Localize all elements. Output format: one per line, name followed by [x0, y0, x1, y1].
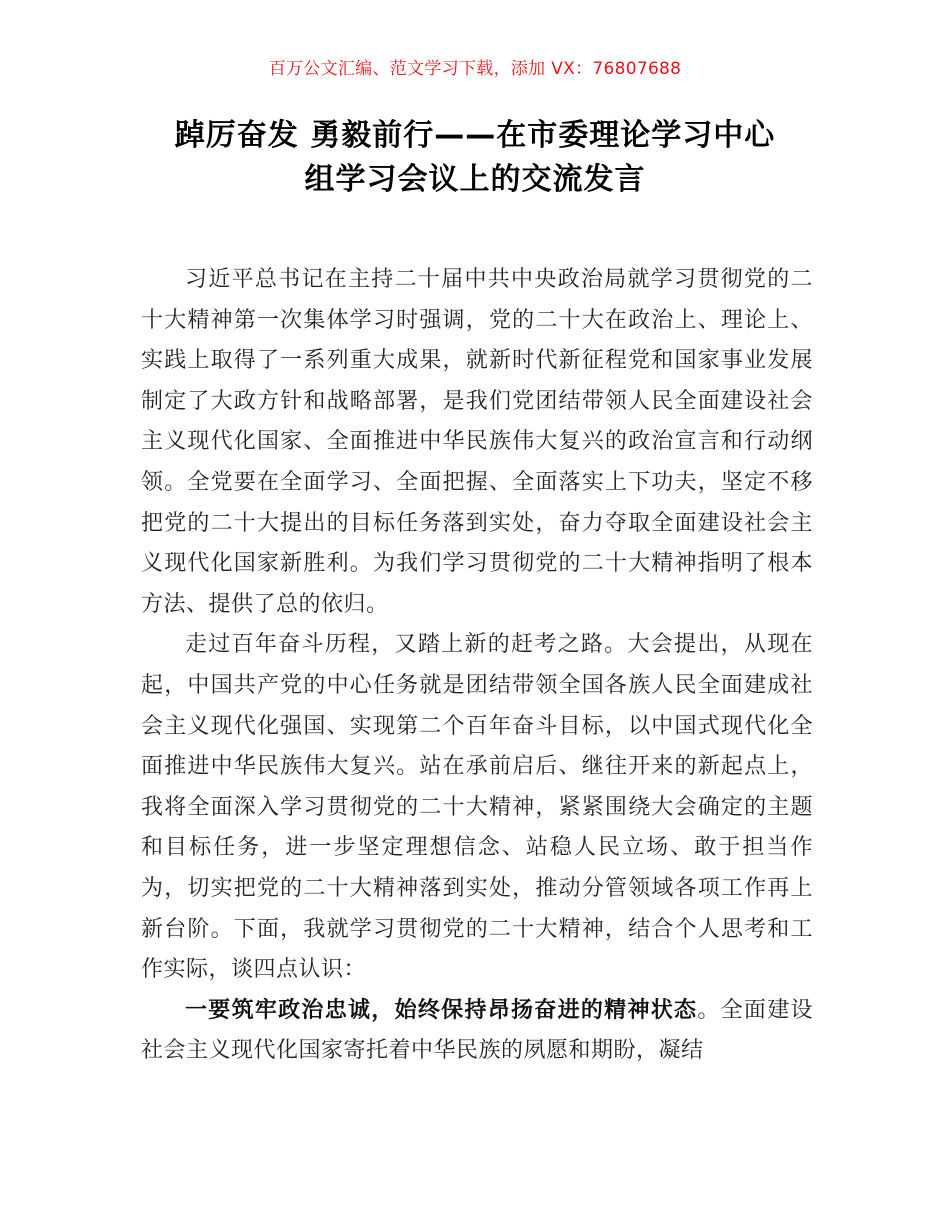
title-line-1: 踔厉奋发 勇毅前行——在市委理论学习中心 [174, 118, 776, 153]
paragraph-3 [141, 991, 813, 1072]
paragraph-3-text: 。全面建设社会主义现代化国家寄托着中华民族的夙愿和期盼，凝结 [141, 997, 813, 1064]
paragraph-3-lead: 一要筑牢政治忠诚，始终保持昂扬奋进的精神状态 [185, 997, 698, 1023]
document-body [141, 260, 813, 1072]
watermark-header: 百万公文汇编、范文学习下载，添加 VX：76807688 [268, 59, 682, 79]
paragraph-2: 走过百年奋斗历程，又踏上新的赶考之路。大会提出，从现在起，中国共产党的中心任务就是团结带领全国各族人民全面建成社会主义现代化强国、实现第二个百年奋斗目标，以中国式现代化全面推进中华民族伟大复兴。站在承前启后、继往开来的新起点上，我将全面深入学习贯彻党的二十大精神，紧紧围绕大会确定的主题和目标任务，进一步坚定理想信念、站稳人民立场、敢于担当作为，切实把党的二十大精神落到实处，推动分管领域各项工作再上新台阶。下面，我就学习贯彻党的二十大精神，结合个人思考和工作实际，谈四点认识： [141, 632, 813, 983]
paragraph-1: 习近平总书记在主持二十届中共中央政治局就学习贯彻党的二十大精神第一次集体学习时强调，党的二十大在政治上、理论上、实践上取得了一系列重大成果，就新时代新征程党和国家事业发展制定了大政方针和战略部署，是我们党团结带领人民全面建设社会主义现代化国家、全面推进中华民族伟大复兴的政治宣言和行动纲领。全党要在全面学习、全面把握、全面落实上下功夫，坚定不移把党的二十大提出的目标任务落到实处，奋力夺取全面建设社会主义现代化国家新胜利。为我们学习贯彻党的二十大精神指明了根本方法、提供了总的依归。 [141, 267, 813, 617]
document-title [120, 114, 830, 202]
title-line-2: 组学习会议上的交流发言 [304, 162, 646, 197]
